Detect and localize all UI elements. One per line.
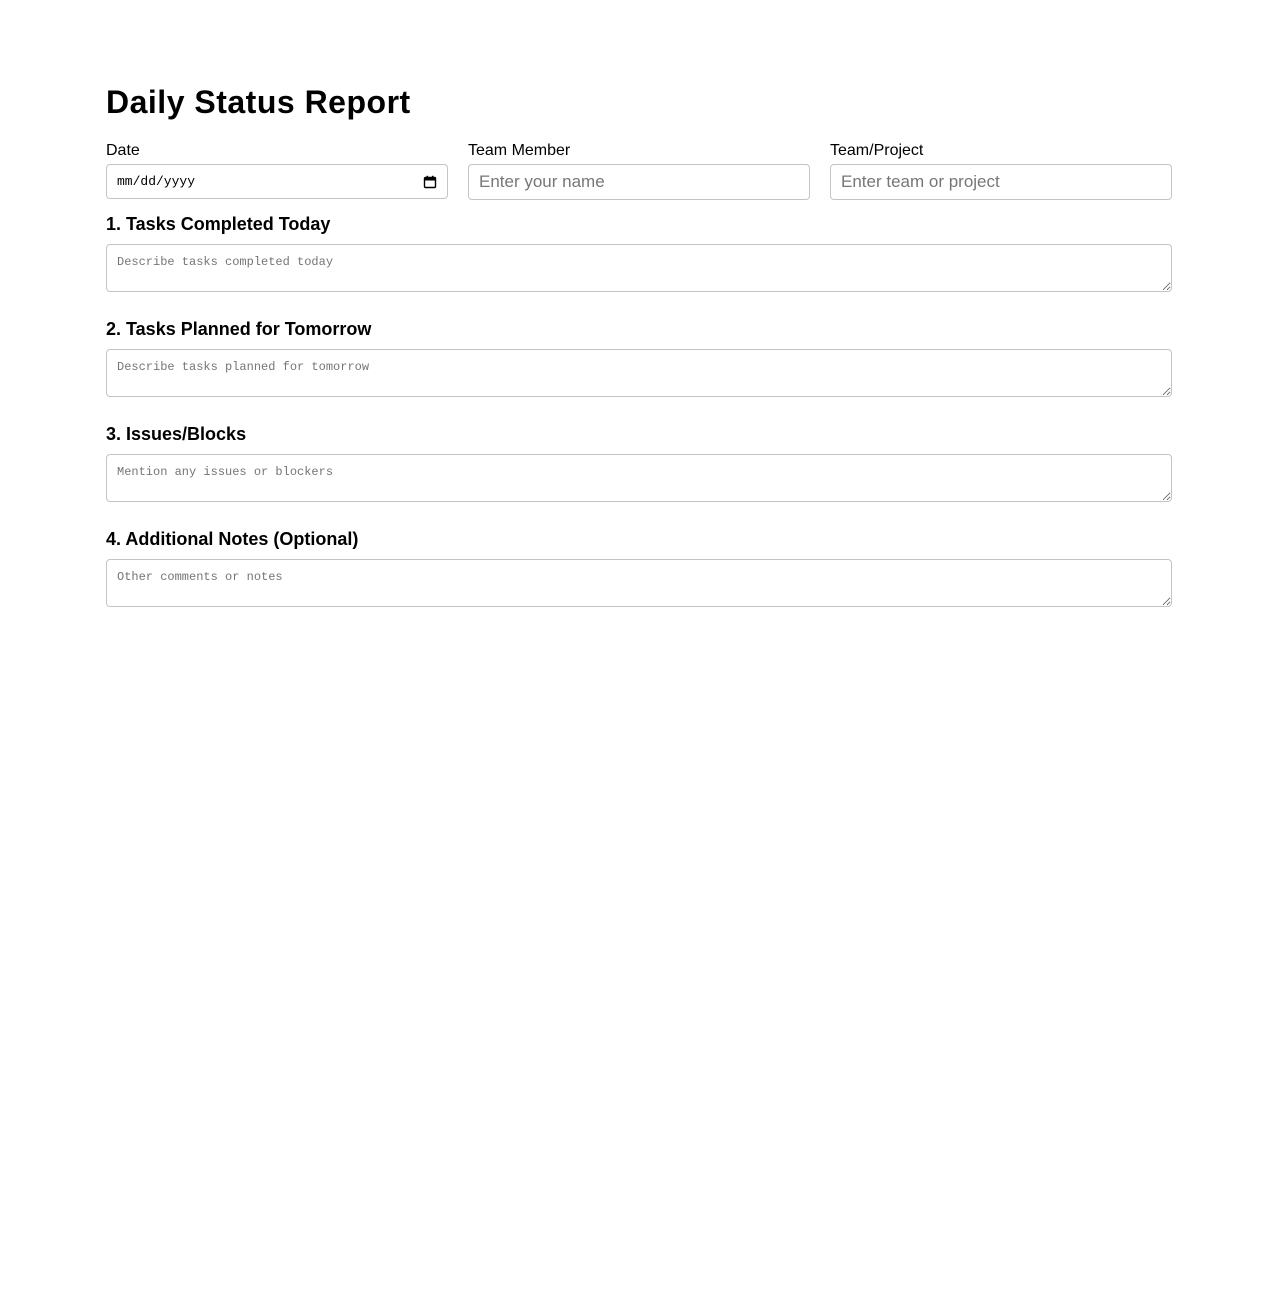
team-member-input[interactable] — [468, 164, 810, 200]
calendar-icon[interactable] — [423, 175, 437, 189]
section-additional-notes — [106, 528, 1172, 607]
section-heading: 1. Tasks Completed Today — [106, 214, 331, 234]
section-issues-blocks — [106, 423, 1172, 502]
section-heading: 2. Tasks Planned for Tomorrow — [106, 319, 372, 339]
tasks-planned-textarea[interactable] — [106, 349, 1172, 397]
date-input[interactable] — [106, 164, 448, 199]
date-label: Date — [106, 142, 140, 159]
tasks-completed-textarea[interactable] — [106, 244, 1172, 292]
section-tasks-planned — [106, 318, 1172, 397]
issues-blocks-textarea[interactable] — [106, 454, 1172, 502]
team-project-label: Team/Project — [830, 142, 924, 159]
team-member-field-group — [468, 141, 810, 200]
section-tasks-completed — [106, 213, 1172, 292]
meta-fields-row — [106, 141, 1172, 200]
team-project-field-group — [830, 141, 1172, 200]
additional-notes-textarea[interactable] — [106, 559, 1172, 607]
team-member-label: Team Member — [468, 142, 571, 159]
team-project-input[interactable] — [830, 164, 1172, 200]
section-heading: 3. Issues/Blocks — [106, 424, 247, 444]
date-field-group — [106, 141, 448, 200]
section-heading: 4. Additional Notes (Optional) — [106, 529, 359, 549]
date-placeholder: mm/dd/yyyy — [117, 174, 196, 189]
page-title: Daily Status Report — [106, 84, 411, 120]
